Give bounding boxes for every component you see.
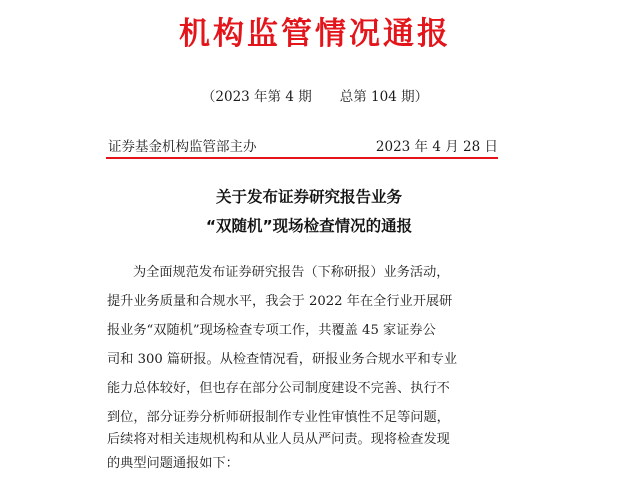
body-line: 为全面规范发布证券研究报告（下称研报）业务活动， [133,265,450,280]
year-issue: （2023 年第 4 期 [201,89,312,105]
document-title-line-1: 关于发布证券研究报告业务 [215,188,402,206]
document-title-line-2: “双随机”现场检查情况的通报 [205,217,413,235]
issue-number-line [0,88,630,106]
body-line: 能力总体较好，但也存在部分公司制度建设不完善、执行不 [107,381,450,396]
body-line: 报业务“双随机”现场检查专项工作，共覆盖 45 家证券公 [107,323,436,338]
publisher-row [108,138,498,158]
publish-date: 2023 年 4 月 28 日 [375,139,498,155]
organizer: 证券基金机构监管部主办 [108,139,257,155]
body-line: 司和 300 篇研报。从检查情况看，研报业务合规水平和专业 [107,352,458,367]
body-line: 的典型问题通报如下： [107,456,239,471]
red-divider [106,157,498,159]
total-issue: 总第 104 期） [339,89,429,105]
body-line: 到位，部分证券分析师研报制作专业性审慎性不足等问题， [107,410,450,425]
masthead-title: 机构监管情况通报 [179,16,451,52]
body-line: 提升业务质量和合规水平，我会于 2022 年在全行业开展研 [107,294,453,309]
body-line: 后续将对相关违规机构和从业人员从严问责。现将检查发现 [107,432,450,447]
